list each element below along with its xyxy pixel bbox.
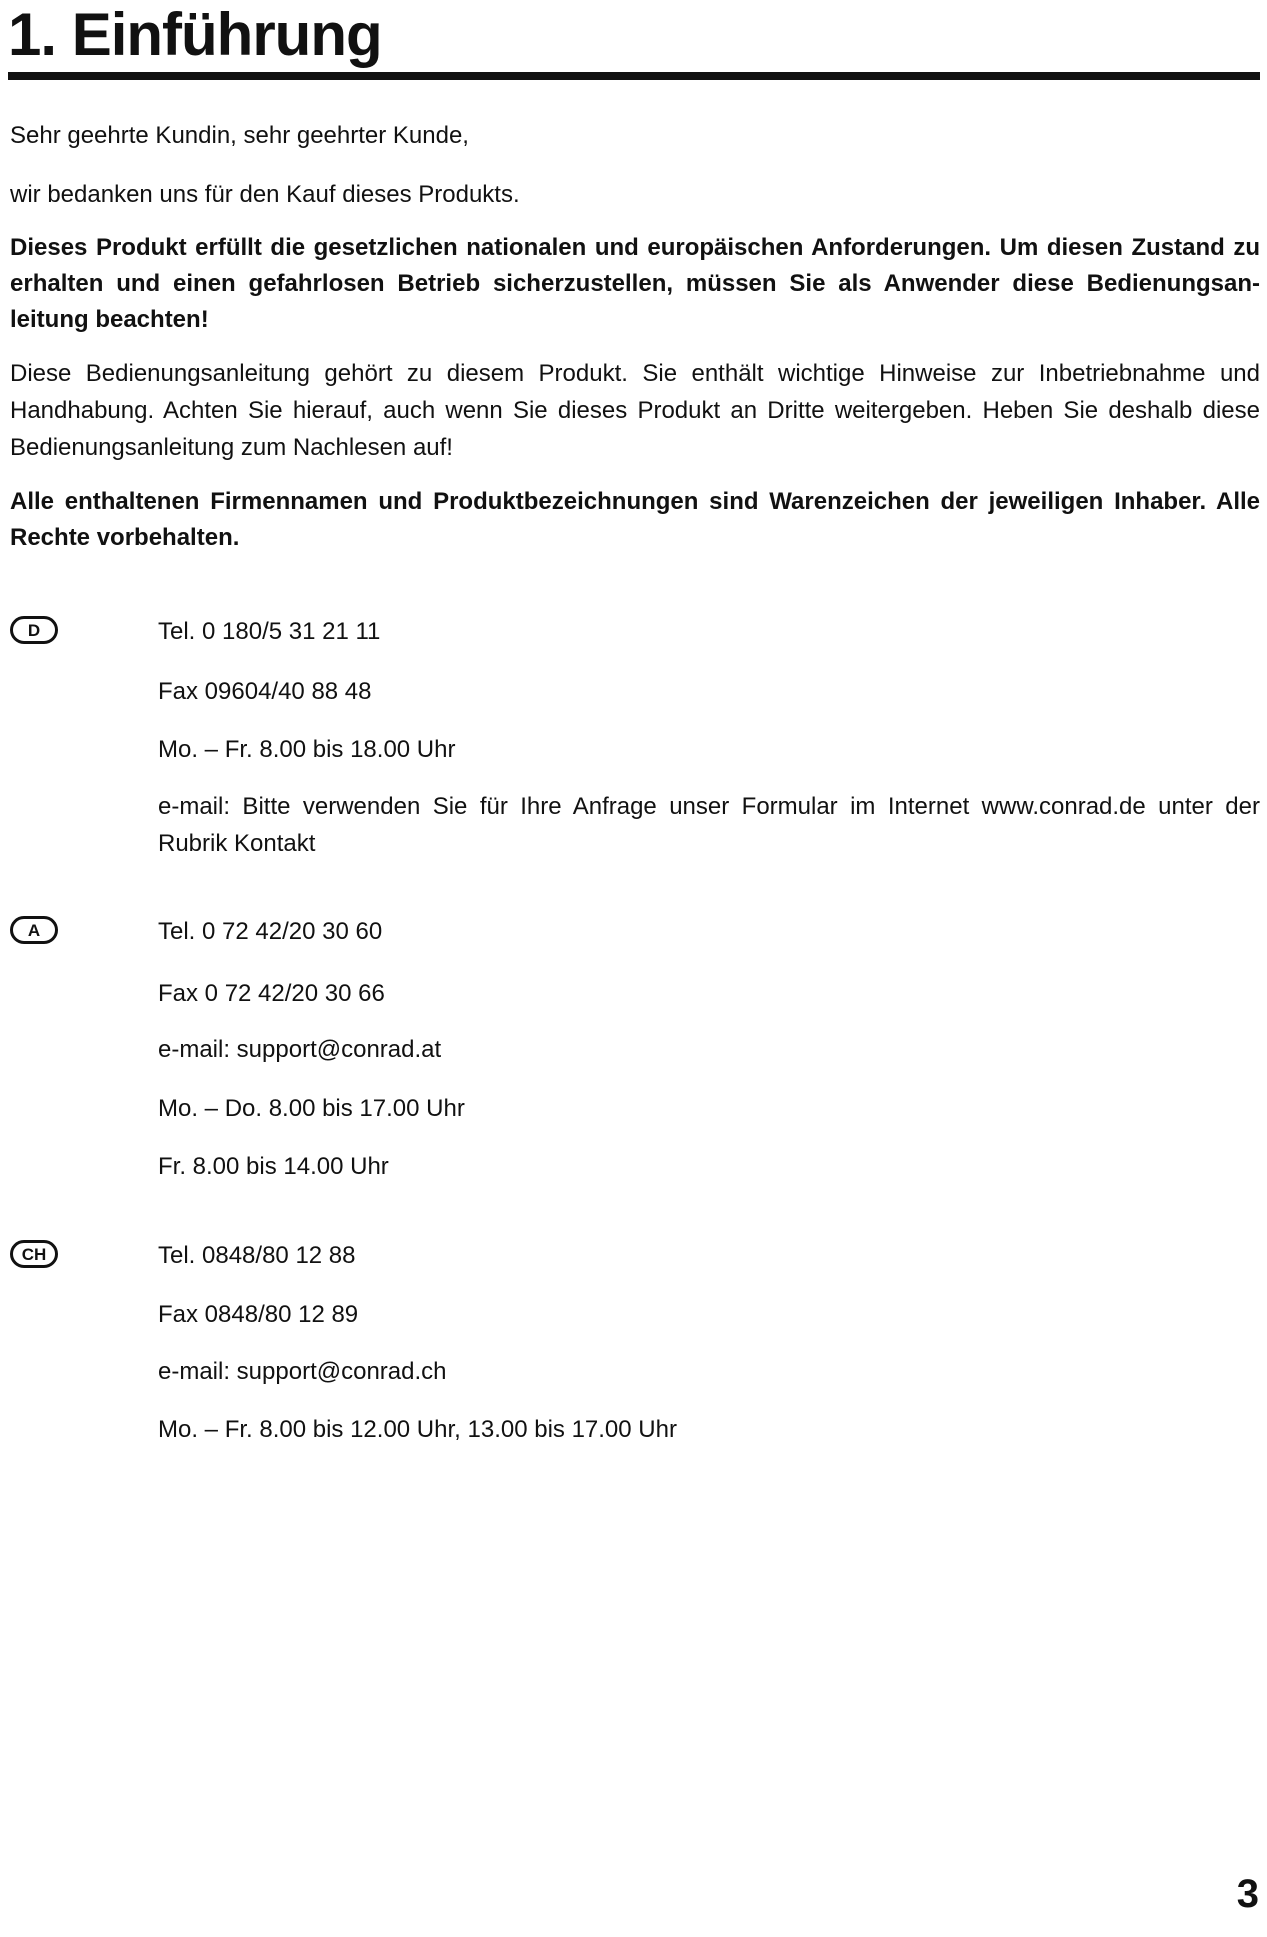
- greeting-paragraph: Sehr geehrte Kundin, sehr geehrter Kunde,: [10, 122, 469, 149]
- switzerland-fax: Fax 0848/80 12 89: [158, 1301, 359, 1328]
- page-title: 1. Einführung: [8, 1, 382, 68]
- country-code-switzerland: CH: [21, 1244, 47, 1264]
- germany-fax: Fax 09604/40 88 48: [158, 678, 372, 705]
- requirements-paragraph: Dieses Produkt erfüllt die gesetzlichen nationalen und europäischen Anforderungen. Um diesen Zustand zu erhalten und einen gefahrlosen Betrieb sicherzustellen, müssen Sie als Anwender diese Bedienungsanleitung beachten!: [10, 234, 1260, 333]
- switzerland-hours: Mo. – Fr. 8.00 bis 12.00 Uhr, 13.00 bis 17.00 Uhr: [158, 1416, 677, 1443]
- country-badge-switzerland: [10, 1240, 58, 1268]
- austria-email: e-mail: support@conrad.at: [158, 1036, 442, 1063]
- austria-hours-weekdays: Mo. – Do. 8.00 bis 17.00 Uhr: [158, 1095, 465, 1122]
- germany-tel: Tel. 0 180/5 31 21 11: [158, 618, 381, 645]
- manual-paragraph: Diese Bedienungsanleitung gehört zu diesem Produkt. Sie enthält wichtige Hinweise zur Inbetriebnahme und Handhabung. Achten Sie hierauf, auch wenn Sie dieses Produkt an Dritte weitergeben. Heben Sie deshalb diese Bedienungsanleitung zum Nachlesen auf!: [10, 360, 1260, 461]
- austria-tel: Tel. 0 72 42/20 30 60: [158, 918, 383, 945]
- thanks-paragraph: wir bedanken uns für den Kauf dieses Produkts.: [10, 181, 520, 208]
- germany-email: e-mail: Bitte verwenden Sie für Ihre Anfrage unser Formular im Internet www.conrad.de unter der Rubrik Kontakt: [158, 793, 1260, 857]
- austria-fax: Fax 0 72 42/20 30 66: [158, 980, 385, 1007]
- switzerland-email: e-mail: support@conrad.ch: [158, 1358, 447, 1385]
- title-divider: [8, 72, 1260, 80]
- trademarks-paragraph: Alle enthaltenen Firmennamen und Produktbezeichnungen sind Warenzeichen der jeweiligen Inhaber. Alle Rechte vorbehalten.: [10, 488, 1260, 551]
- country-code-austria: A: [27, 920, 41, 940]
- switzerland-tel: Tel. 0848/80 12 88: [158, 1242, 356, 1269]
- country-badge-austria: [10, 916, 58, 944]
- country-badge-germany: [10, 616, 58, 644]
- austria-hours-friday: Fr. 8.00 bis 14.00 Uhr: [158, 1153, 389, 1180]
- page-number: 3: [1236, 1872, 1259, 1916]
- germany-hours: Mo. – Fr. 8.00 bis 18.00 Uhr: [158, 736, 456, 763]
- country-code-germany: D: [27, 620, 41, 640]
